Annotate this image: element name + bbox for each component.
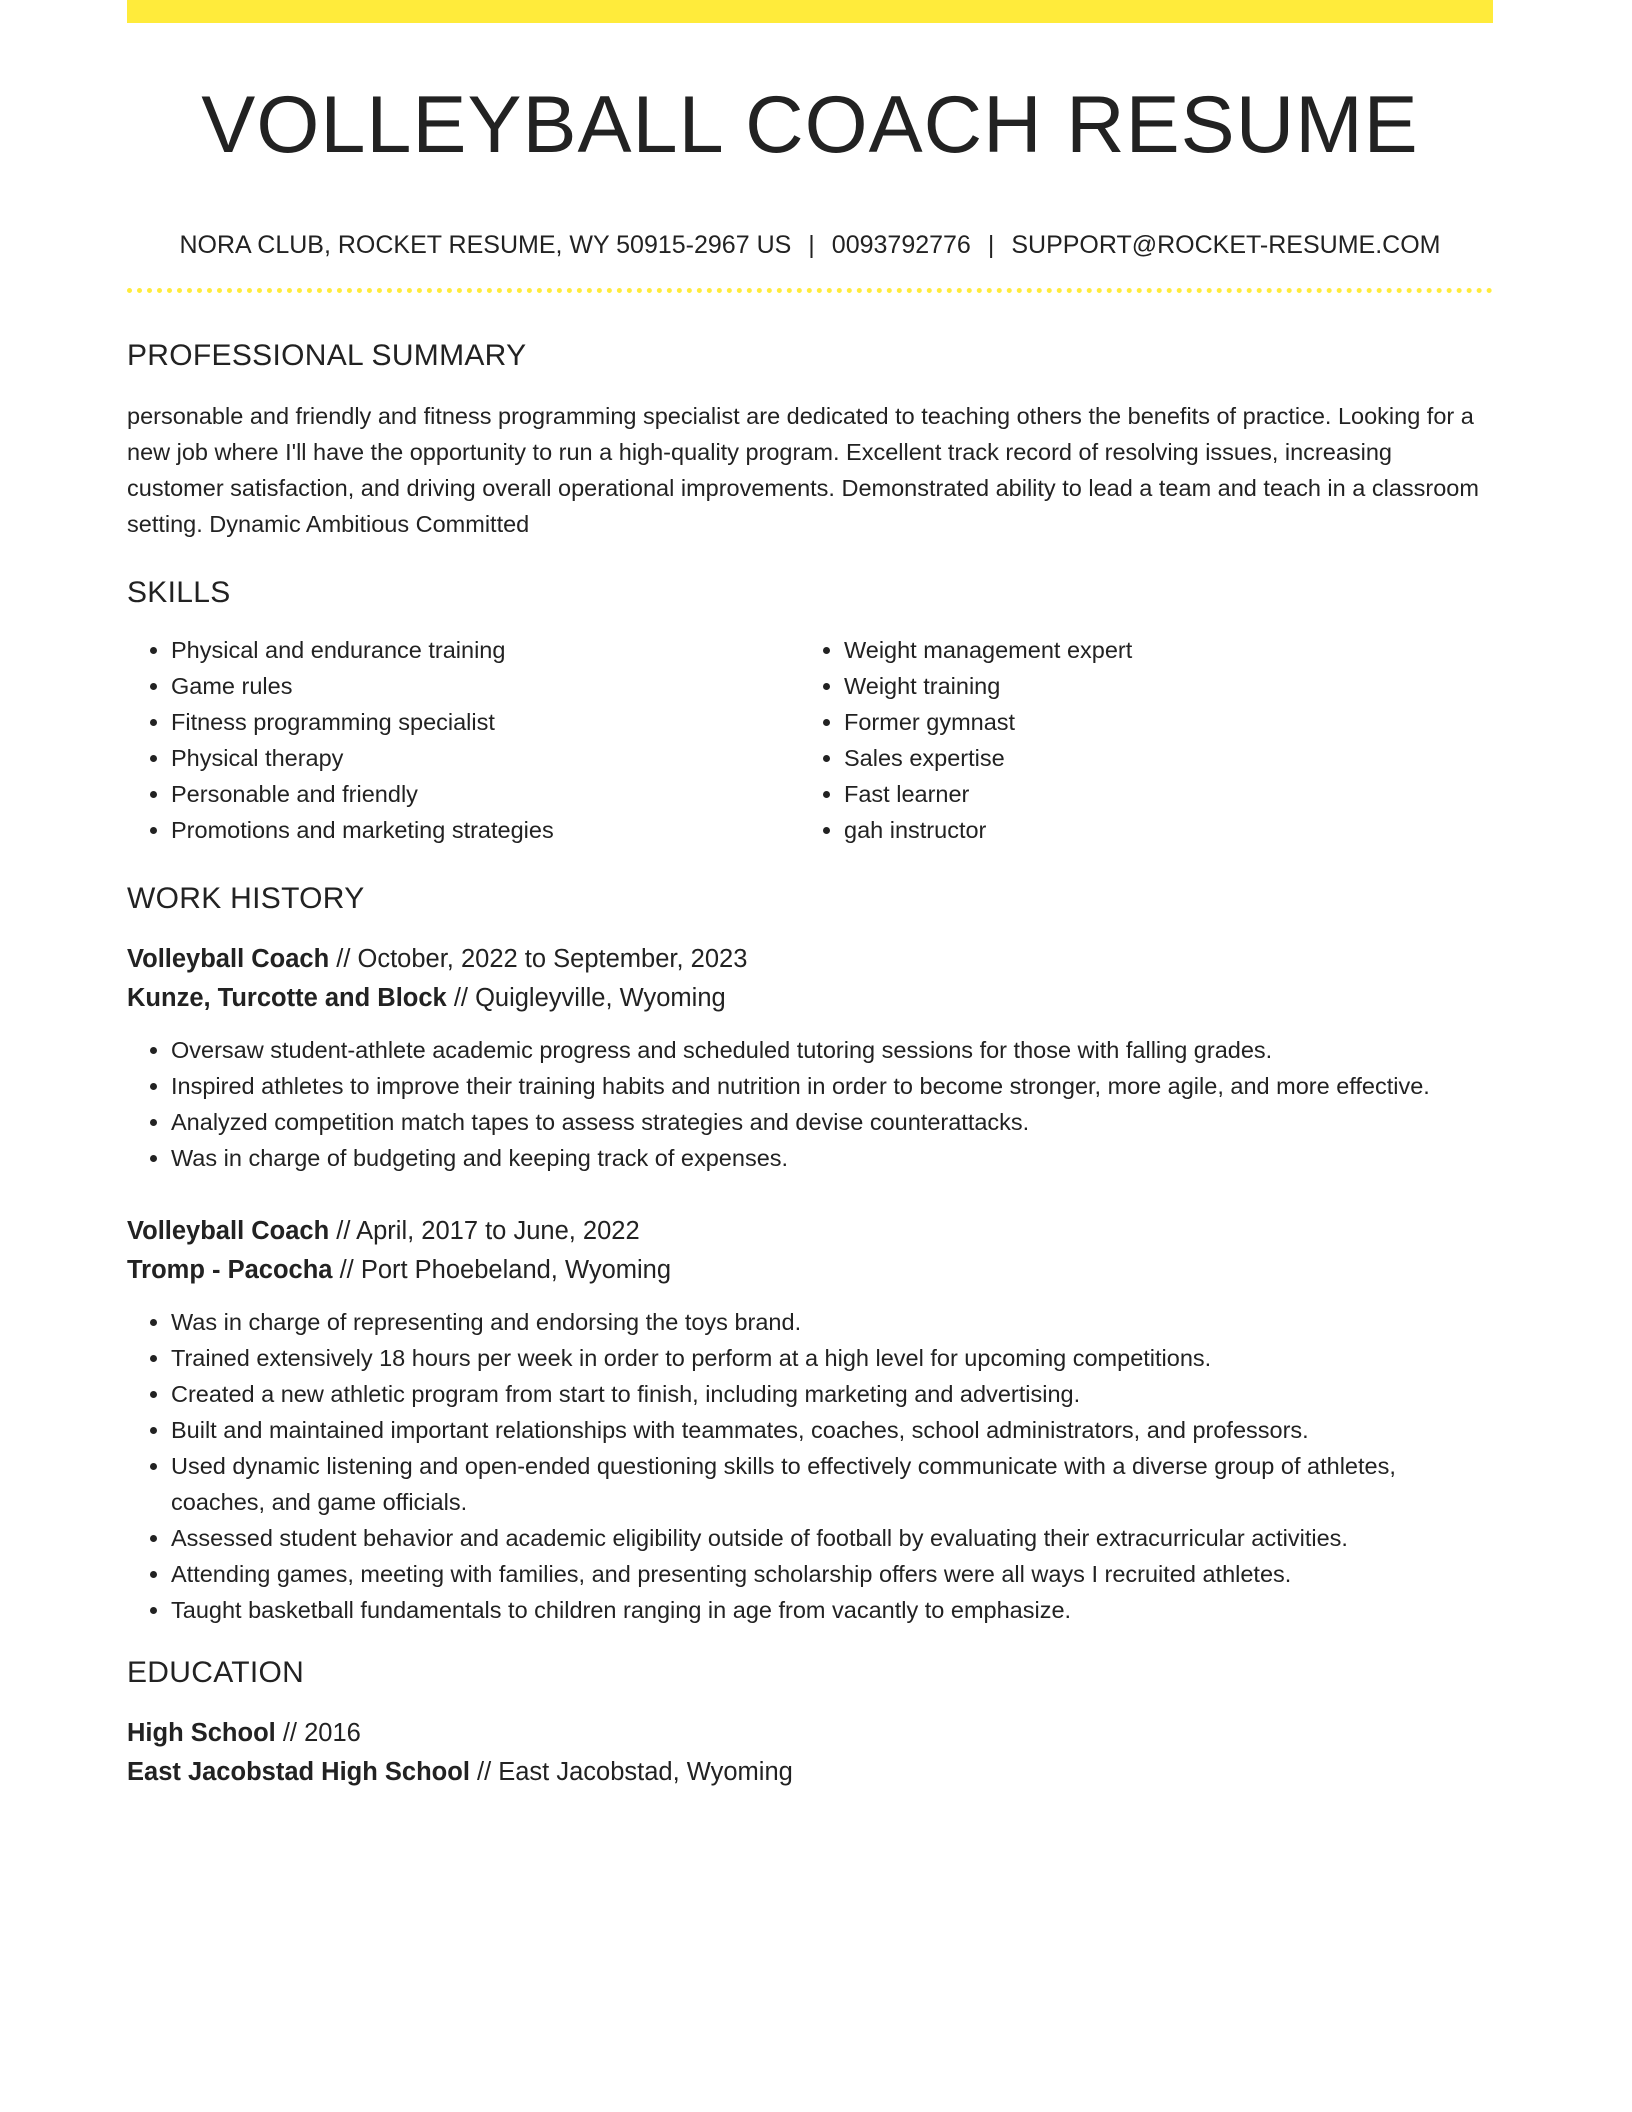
summary-text: personable and friendly and fitness programming specialist are dedicated to teaching others the benefits of practice. Looking for a new job where I'll have the opportunity to run a high-quality program. Excellent track record of resolving issues, increasing customer satisfaction, and driving overall operational improvements. Demonstrated ability to lead a team and teach in a classroom setting. Dynamic Ambitious Committed: [127, 403, 1479, 537]
skill-item: • Personable and friendly: [171, 776, 800, 812]
top-accent-bar: [127, 0, 1493, 23]
skill-item: • Physical and endurance training: [171, 632, 800, 668]
resume-page: [127, 0, 1493, 1792]
job-bullet: • Used dynamic listening and open-ended questioning skills to effectively communicate with a diverse group of athletes, coaches, and game officials.: [171, 1448, 1493, 1520]
skill-item: • gah instructor: [844, 812, 1473, 848]
job-company: Tromp - Pacocha: [127, 1256, 333, 1284]
skill-item: • Physical therapy: [171, 740, 800, 776]
job-title-line: [127, 1212, 1493, 1251]
education-heading: EDUCATION: [127, 1656, 305, 1689]
job-bullet: • Was in charge of budgeting and keeping track of expenses.: [171, 1140, 1493, 1176]
summary-heading: PROFESSIONAL SUMMARY: [127, 339, 527, 372]
job-entry: [127, 1212, 1493, 1628]
skill-item: • Sales expertise: [844, 740, 1473, 776]
job-bullets: [127, 1032, 1493, 1176]
education-school: East Jacobstad High School: [127, 1758, 470, 1786]
dotted-divider: [127, 288, 1493, 293]
job-bullet: • Assessed student behavior and academic eligibility outside of football by evaluating their extracurricular activities.: [171, 1520, 1493, 1556]
job-title-line: [127, 940, 1493, 979]
job-bullet: • Created a new athletic program from start to finish, including marketing and advertising.: [171, 1376, 1493, 1412]
contact-phone: 0093792776: [831, 231, 971, 259]
job-company-line: [127, 979, 1493, 1018]
job-bullets: [127, 1304, 1493, 1628]
job-bullet: • Inspired athletes to improve their training habits and nutrition in order to become stronger, more agile, and more effective.: [171, 1068, 1493, 1104]
job-company: Kunze, Turcotte and Block: [127, 984, 447, 1012]
job-bullet: • Attending games, meeting with families, and presenting scholarship offers were all ways I recruited athletes.: [171, 1556, 1493, 1592]
job-bullet: • Analyzed competition match tapes to assess strategies and devise counterattacks.: [171, 1104, 1493, 1140]
skills-column-left: [127, 632, 800, 848]
job-dates: // October, 2022 to September, 2023: [329, 945, 748, 973]
job-bullet: • Taught basketball fundamentals to children ranging in age from vacantly to emphasize.: [171, 1592, 1493, 1628]
education-degree: High School: [127, 1719, 276, 1747]
contact-line: [127, 233, 1493, 258]
job-bullet: • Built and maintained important relationships with teammates, coaches, school administrators, and professors.: [171, 1412, 1493, 1448]
skill-item: • Fitness programming specialist: [171, 704, 800, 740]
education-degree-line: [127, 1714, 1493, 1753]
skills-list: [127, 632, 1493, 848]
skills-column-right: [800, 632, 1473, 848]
education-entry: [127, 1714, 1493, 1792]
contact-separator: |: [808, 231, 815, 259]
skill-item: • Weight management expert: [844, 632, 1473, 668]
job-title: Volleyball Coach: [127, 945, 330, 973]
skills-heading: SKILLS: [127, 576, 231, 609]
education-school-line: [127, 1753, 1493, 1792]
job-title: Volleyball Coach: [127, 1217, 330, 1245]
work-history-heading: WORK HISTORY: [127, 882, 365, 915]
job-bullet: • Oversaw student-athlete academic progress and scheduled tutoring sessions for those with falling grades.: [171, 1032, 1493, 1068]
skill-item: • Game rules: [171, 668, 800, 704]
skill-item: • Weight training: [844, 668, 1473, 704]
education-location: // East Jacobstad, Wyoming: [469, 1758, 793, 1786]
job-bullet: • Was in charge of representing and endorsing the toys brand.: [171, 1304, 1493, 1340]
job-entry: [127, 940, 1493, 1176]
job-location: // Quigleyville, Wyoming: [446, 984, 726, 1012]
resume-title: VOLLEYBALL COACH RESUME: [201, 80, 1419, 170]
job-company-line: [127, 1251, 1493, 1290]
skill-item: • Promotions and marketing strategies: [171, 812, 800, 848]
contact-email: SUPPORT@ROCKET-RESUME.COM: [1011, 231, 1441, 259]
job-location: // Port Phoebeland, Wyoming: [332, 1256, 672, 1284]
job-dates: // April, 2017 to June, 2022: [329, 1217, 640, 1245]
contact-address: NORA CLUB, ROCKET RESUME, WY 50915-2967 US: [179, 231, 792, 259]
education-year: // 2016: [275, 1719, 361, 1747]
skill-item: • Former gymnast: [844, 704, 1473, 740]
contact-separator: |: [987, 231, 995, 259]
job-bullet: • Trained extensively 18 hours per week in order to perform at a high level for upcoming competitions.: [171, 1340, 1493, 1376]
skill-item: • Fast learner: [844, 776, 1473, 812]
